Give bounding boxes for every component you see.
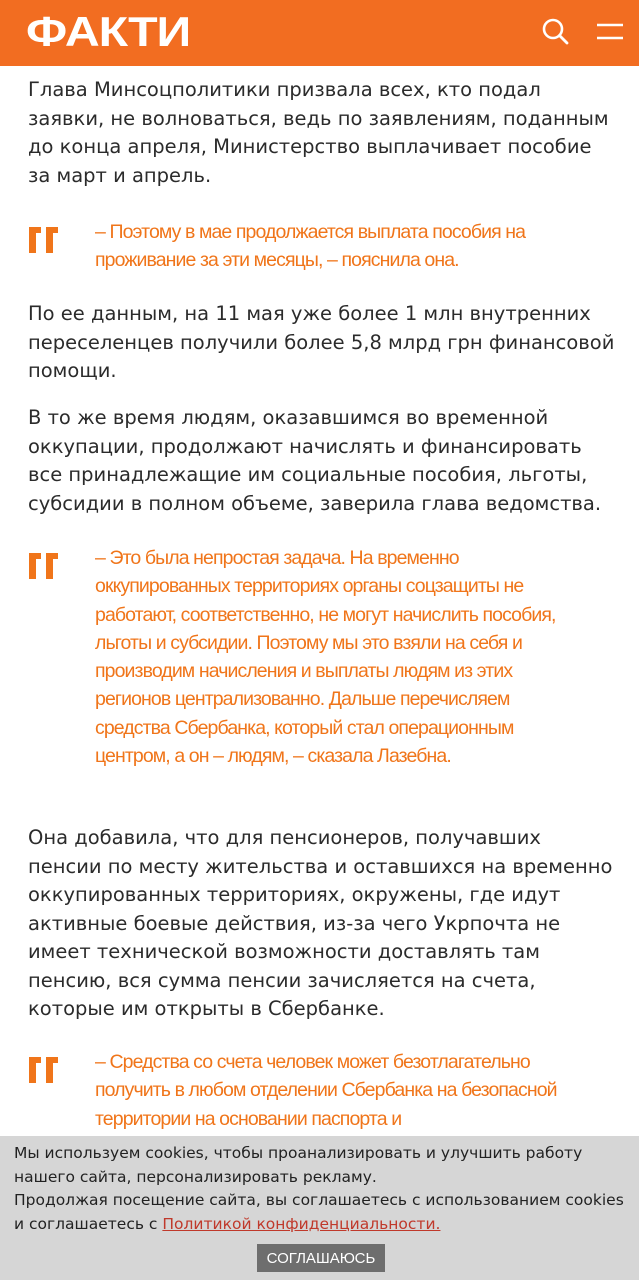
article-paragraph: Глава Минсоцполитики призвала всех, кто подал заявки, не волноваться, ведь по заявлениям, поданным до конца апреля, Министерство выплачивает пособие за март и апрель. (28, 78, 609, 187)
article-paragraph: В то же время людям, оказавшимся во временной оккупации, продолжают начислять и финансировать все принадлежащие им социальные пособия, льготы, субсидии в полном объеме, заверила глава ведомства. (28, 406, 602, 515)
quote-text: – Средства со счета человек может безотлагательно получить в любом отделении Сбербанка на безопасной территории на основании паспорта и (95, 1051, 557, 1130)
quote-marks-icon (26, 1054, 62, 1086)
cookie-message (14, 1142, 630, 1236)
privacy-policy-link[interactable]: Политикой конфиденциальности. (162, 1214, 441, 1233)
hamburger-menu-icon (592, 14, 628, 50)
article-paragraph: Она добавила, что для пенсионеров, получавших пенсии по месту жительства и оставшихся на временно оккупированных территориях, окружены, где идут активные боевые действия, из-за чего Укрпочта не имеет технической возможности доставлять там пенсию, вся сумма пенсии зачисляется на счета, которые им открыты в Сбербанке. (28, 826, 613, 1020)
article-body (0, 66, 639, 1136)
quote-text: – Поэтому в мае продолжается выплата пособия на проживание за эти месяцы, – пояснила она. (95, 221, 526, 272)
quote-marks-icon (26, 550, 62, 582)
cookie-text-1: Мы используем cookies, чтобы проанализировать и улучшить работу нашего сайта, персонализировать рекламу. (14, 1144, 583, 1186)
agree-button[interactable]: СОГЛАШАЮСЬ (257, 1244, 385, 1272)
site-header (0, 0, 639, 66)
cookie-banner (0, 1136, 639, 1280)
quote-text: – Это была непростая задача. На временно оккупированных территориях органы соцзащиты не работают, соответственно, не могут начислить пособия, льготы и субсидии. Поэтому мы это взяли на себя и производим начисления и выплаты людям из этих регионов централизованно. Дальше перечисляем средства Сбербанка, который стал операционным центром, а он – людям, – сказала Лазебна. (95, 547, 556, 768)
search-button[interactable] (538, 14, 574, 50)
quote-marks-icon (26, 224, 62, 256)
article-paragraph: По ее данным, на 11 мая уже более 1 млн внутренних переселенцев получили более 5,8 млрд грн финансовой помощи. (28, 302, 615, 382)
search-icon (538, 14, 574, 50)
site-logo[interactable]: ФАКТИ (26, 8, 191, 55)
menu-button[interactable] (592, 14, 628, 50)
cookie-text-2: Продолжая посещение сайта, вы соглашаетесь с использованием cookies и соглашаетесь с (14, 1191, 624, 1233)
